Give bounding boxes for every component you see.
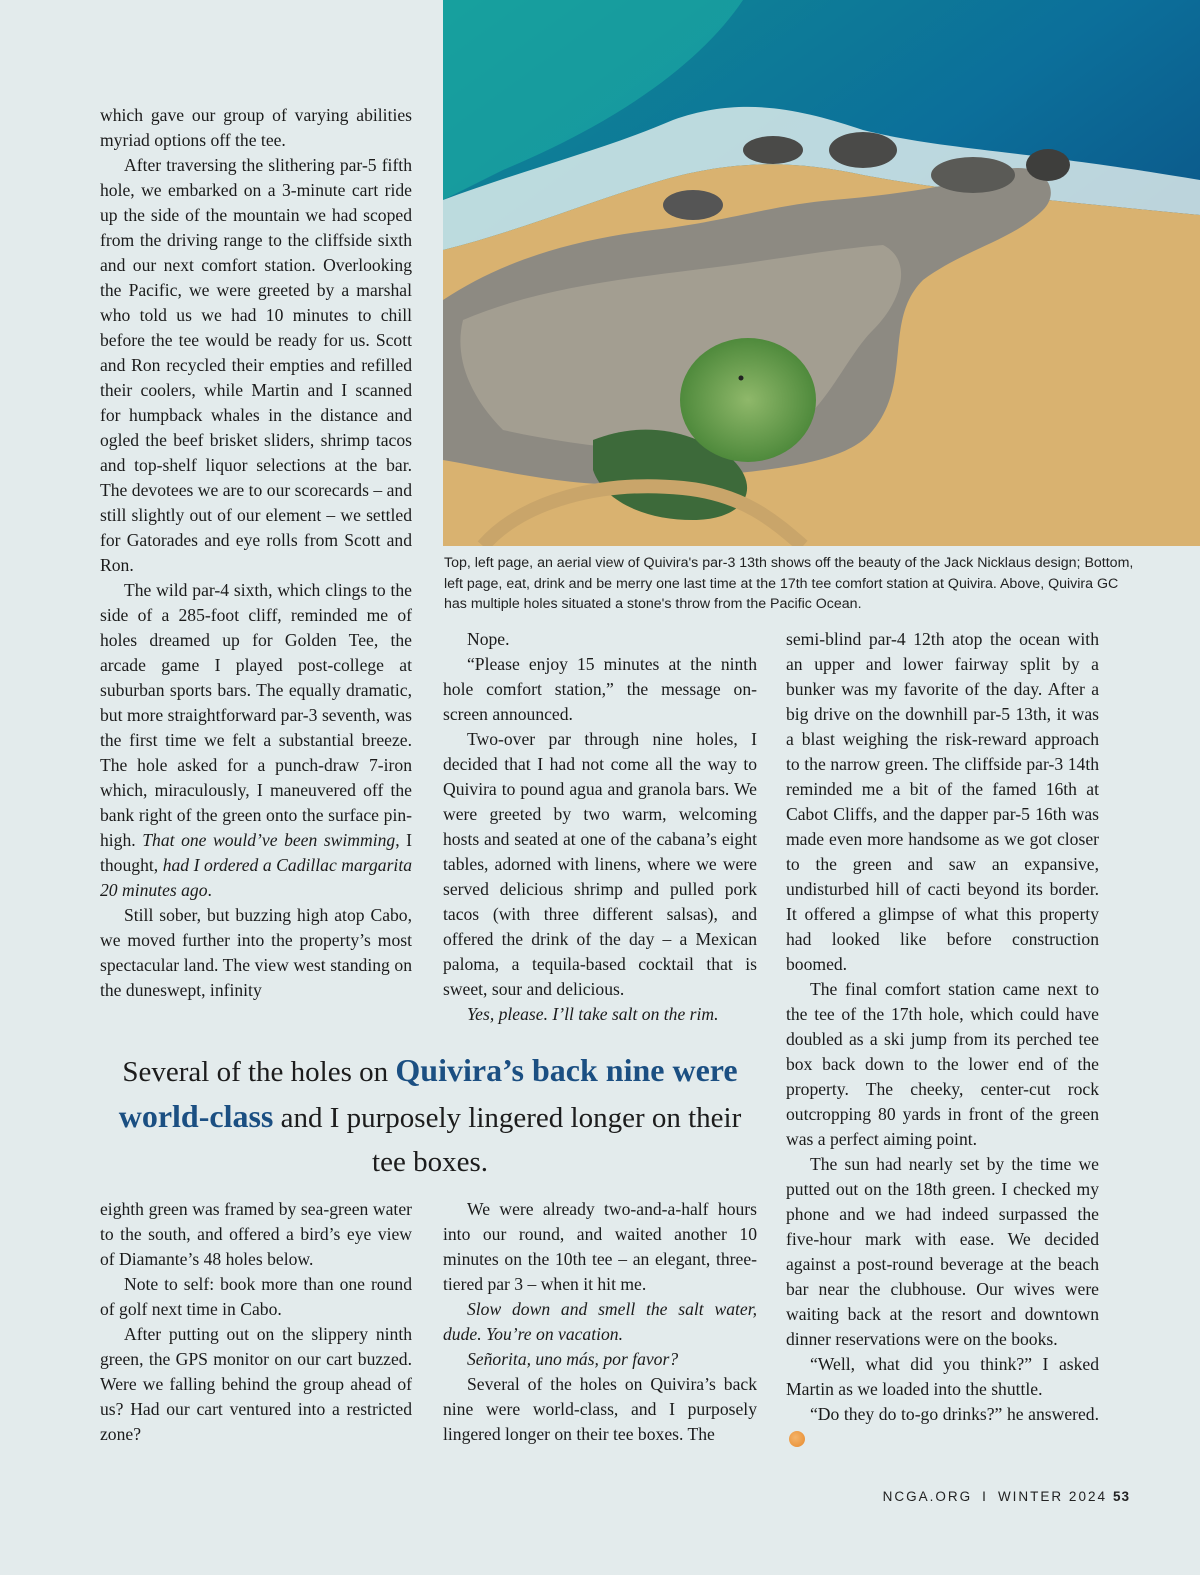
- footer-separator: I: [982, 1489, 988, 1504]
- pull-quote: Several of the holes on Quivira’s back nine were world-class and I purposely lingered longer on their tee boxes.: [118, 1052, 742, 1178]
- paragraph: Yes, please. I’ll take salt on the rim.: [467, 1004, 719, 1024]
- paragraph: Two-over par through nine holes, I decided that I had not come all the way to Quivira to pound agua and granola bars. We were greeted by two warm, welcoming hosts and seated at one of the cabana’s eight tables, adorned with linens, where we were served delicious shrimp and pulled pork tacos (with three different salsas), and offered the drink of the day – a Mexican paloma, a tequila-based cocktail that is sweet, sour and delicious.: [443, 729, 757, 999]
- paragraph: Still sober, but buzzing high atop Cabo, we moved further into the property’s most spectacular land. The view west standing on the duneswept, infinity: [100, 905, 412, 1000]
- article-column-3: [786, 627, 1099, 1452]
- photo-caption: Top, left page, an aerial view of Quivira's par-3 13th shows off the beauty of the Jack Nicklaus design; Bottom, left page, eat, drink and be merry one last time at the 17th tee comfort station at Quivira. Above, Quivira GC has multiple holes situated a stone's throw from the Pacific Ocean.: [444, 555, 1134, 612]
- paragraph: Several of the holes on Quivira’s back nine were world-class, and I purposely lingered longer on their tee boxes. The: [443, 1374, 757, 1444]
- paragraph: “Well, what did you think?” I asked Martin as we loaded into the shuttle.: [786, 1354, 1099, 1399]
- paragraph: Slow down and smell the salt water, dude. You’re on vacation.: [443, 1299, 757, 1344]
- paragraph: The final comfort station came next to the tee of the 17th hole, which could have doubled as a ski jump from its perched tee box back down to the lower end of the property. The cheeky, center-cut rock outcropping 80 yards in front of the green was a perfect aiming point.: [786, 979, 1099, 1149]
- footer-site: NCGA.ORG: [882, 1489, 973, 1504]
- paragraph: “Do they do to-go drinks?” he answered.: [786, 1402, 1099, 1452]
- paragraph: After putting out on the slippery ninth green, the GPS monitor on our cart buzzed. Were we falling behind the group ahead of us? Had our cart ventured into a restricted zone?: [100, 1324, 412, 1444]
- article-column-1-bottom: [100, 1197, 412, 1447]
- paragraph: eighth green was framed by sea-green water to the south, and offered a bird’s eye view of Diamante’s 48 holes below.: [100, 1199, 412, 1269]
- page-footer: [883, 1489, 1130, 1504]
- paragraph: Nope.: [467, 629, 510, 649]
- paragraph: After traversing the slithering par-5 fifth hole, we embarked on a 3-minute cart ride up the side of the mountain we had scoped from the driving range to the cliffside sixth and our next comfort station. Overlooking the Pacific, we were greeted by a marshal who told us we had 10 minutes to chill before the tee would be ready for us. Scott and Ron recycled their empties and refilled their coolers, while Martin and I scanned for humpback whales in the distance and ogled the beef brisket sliders, shrimp tacos and top-shelf liquor selections at the bar. The devotees we are to our scorecards – and still slightly out of our element – we settled for Gatorades and eye rolls from Scott and Ron.: [100, 155, 412, 575]
- paragraph: Note to self: book more than one round of golf next time in Cabo.: [100, 1274, 412, 1319]
- article-column-2-bottom: [443, 1197, 757, 1447]
- paragraph: Señorita, uno más, por favor?: [467, 1349, 679, 1369]
- paragraph: which gave our group of varying abilities myriad options off the tee.: [100, 105, 412, 150]
- aerial-course-photo: [443, 0, 1200, 546]
- article-column-2-top: [443, 627, 757, 1027]
- page-number: 53: [1112, 1489, 1130, 1504]
- footer-issue: WINTER 2024: [997, 1489, 1107, 1504]
- paragraph: The sun had nearly set by the time we putted out on the 18th green. I checked my phone and we had indeed surpassed the five-hour mark with ease. We decided against a post-round beverage at the beach bar near the clubhouse. Our wives were waiting back at the resort and downtown dinner reservations were on the books.: [786, 1154, 1099, 1349]
- paragraph: We were already two-and-a-half hours into our round, and waited another 10 minutes on the 10th tee – an elegant, three-tiered par 3 – when it hit me.: [443, 1199, 757, 1294]
- paragraph: semi-blind par-4 12th atop the ocean with an upper and lower fairway split by a bunker was my favorite of the day. After a big drive on the downhill par-5 13th, it was a blast weighing the risk-reward approach to the narrow green. The cliffside par-3 14th reminded me a bit of the famed 16th at Cabot Cliffs, and the dapper par-5 16th was made even more handsome as we got closer to the green and saw an expansive, undisturbed hill of cacti beyond its border. It offered a glimpse of what this property had looked like before construction boomed.: [786, 629, 1099, 974]
- pull-quote-highlight: Quivira’s back nine were world-class: [118, 1052, 738, 1134]
- end-mark-icon: [789, 1431, 805, 1447]
- article-column-1-top: [100, 103, 412, 1003]
- paragraph: “Please enjoy 15 minutes at the ninth hole comfort station,” the message on-screen announced.: [443, 654, 757, 724]
- paragraph: The wild par-4 sixth, which clings to the side of a 285-foot cliff, reminded me of holes dreamed up for Golden Tee, the arcade game I played post-college at suburban sports bars. The equally dramatic, but more straightforward par-3 seventh, was the first time we felt a substantial breeze. The hole asked for a punch-draw 7-iron which, miraculously, I maneuvered off the bank right of the green onto the surface pin-high. That one would’ve been swimming, I thought, had I ordered a Cadillac margarita 20 minutes ago.: [100, 580, 413, 900]
